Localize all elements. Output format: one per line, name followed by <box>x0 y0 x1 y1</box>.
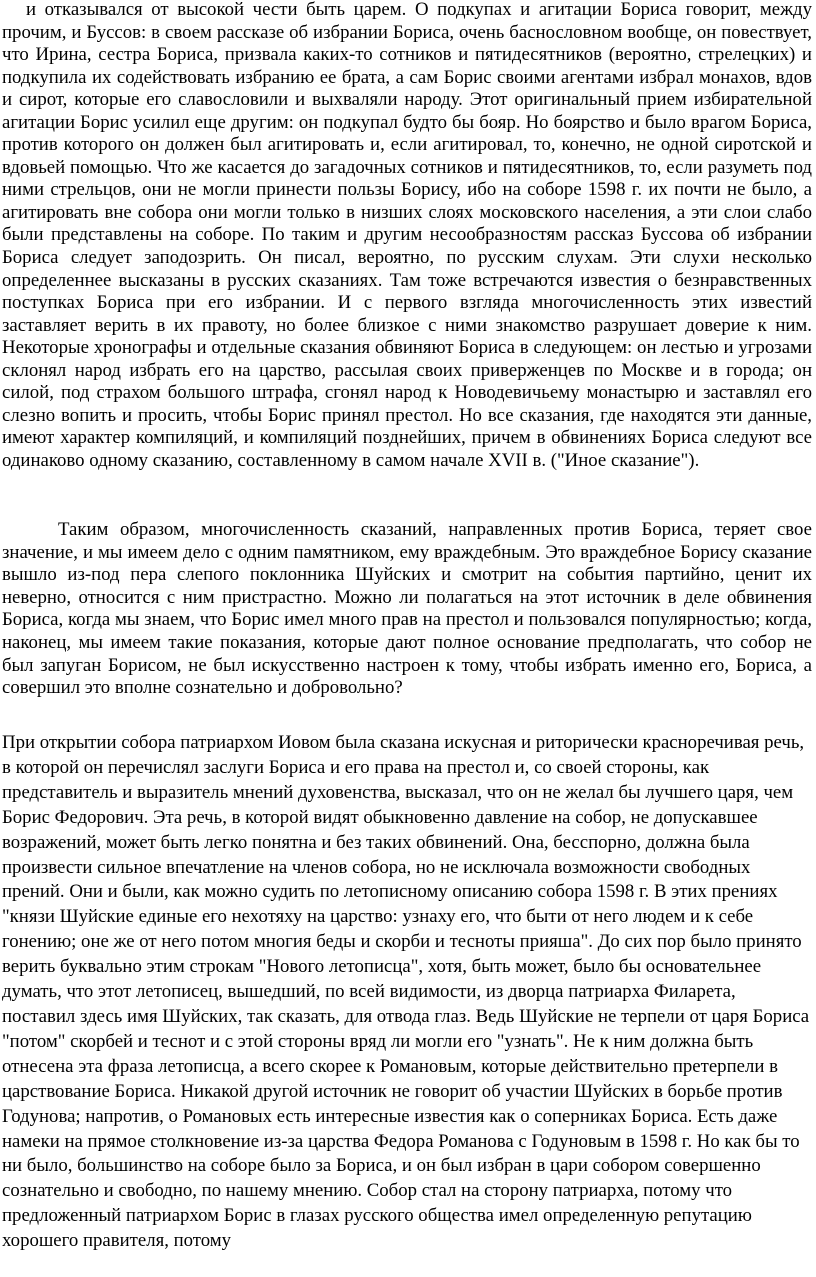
paragraph-2: Таким образом, многочисленность сказаний, направленных против Бориса, теряет свое значение, и мы имеем дело с одним памятником, ему враждебным. Это враждебное Борису сказание вышло из-под пера слепого поклонника Шуйских и смотрит на события партийно, ценит их неверно, относится с ним пристрастно. Можно ли полагаться на этот источник в деле обвинения Бориса, когда мы знаем, что Борис имел много прав на престол и пользовался популярностью; когда, наконец, мы имеем такие показания, которые дают полное основание предполагать, что собор не был запуган Борисом, не был искусственно настроен к тому, чтобы избрать именно его, Бориса, а совершил это вполне сознательно и добровольно? <box>2 519 812 699</box>
paragraph-3: При открытии собора патриархом Иовом была сказана искусная и риторически красноречивая речь, в которой он перечислял заслуги Бориса и его права на престол и, со своей стороны, как представитель и выразитель мнений духовенства, высказал, что он не желал бы лучшего царя, чем Борис Федорович. Эта речь, в которой видят обыкновенно давление на собор, не допускавшее возражений, может быть легко понятна и без таких обвинений. Она, бесспорно, должна была произвести сильное впечатление на членов собора, но не исключала возможности свободных прений. Они и были, как можно судить по летописному описанию собора 1598 г. В этих прениях "князи Шуйские единые его нехотяху на царство: узнаху его, что быти от него людем и к себе гонению; оне же от него потом многия беды и скорби и тесноты прияша". До сих пор было принято верить буквально этим строкам "Нового летописца", хотя, быть может, было бы основательнее думать, что этот летописец, вышедший, по всей видимости, из дворца патриарха Филарета, поставил здесь имя Шуйских, так сказать, для отвода глаз. Ведь Шуйские не терпели от царя Бориса "потом" скорбей и теснот и с этой стороны вряд ли могли его "узнать". Не к ним должна быть отнесена эта фраза летописца, а всего скорее к Романовым, которые действительно претерпели в царствование Бориса. Никакой другой источник не говорит об участии Шуйских в борьбе против Годунова; напротив, о Романовых есть интересные известия как о соперниках Бориса. Есть даже намеки на прямое столкновение из-за царства Федора Романова с Годуновым в 1598 г. Но как бы то ни было, большинство на соборе было за Бориса, и он был избран в цари собором совершенно сознательно и свободно, по нашему мнению. Собор стал на сторону патриарха, потому что предложенный патриархом Борис в глазах русского общества имел определенную репутацию хорошего правителя, потому <box>2 732 810 1252</box>
paragraph-1: и отказывался от высокой чести быть царем. О подкупах и агитации Бориса говорит, между прочим, и Буссов: в своем рассказе об избрании Бориса, очень баснословном вообще, он повествует, что Ирина, сестра Бориса, призвала каких-то сотников и пятидесятников (вероятно, стрелецких) и подкупила их содействовать избранию ее брата, а сам Борис своими агентами избрал монахов, вдов и сирот, которые его славословили и выхваляли народу. Этот оригинальный прием избирательной агитации Борис усилил еще другим: он подкупал будто бы бояр. Но боярство и было врагом Бориса, против которого он должен был агитировать и, если агитировал, то, конечно, не одной сиротской и вдовьей помощью. Что же касается до загадочных сотников и пятидесятников, то, если разуметь под ними стрельцов, они не могли принести пользы Борису, ибо на соборе 1598 г. их почти не было, а агитировать вне собора они могли только в низших слоях московского населения, а эти слои слабо были представлены на соборе. По таким и другим несообразностям рассказ Буссова об избрании Бориса следует заподозрить. Он писал, вероятно, по русским слухам. Эти слухи несколько определеннее высказаны в русских сказаниях. Там тоже встречаются известия о безнравственных поступках Бориса при его избрании. И с первого взгляда многочисленность этих известий заставляет верить в их правоту, но более близкое с ними знакомство разрушает доверие к ним. Некоторые хронографы и отдельные сказания обвиняют Бориса в следующем: он лестью и угрозами склонял народ избрать его на царство, рассылая своих приверженцев по Москве и в города; он силой, под страхом большого штрафа, сгонял народ к Новодевичьему монастырю и заставлял его слезно вопить и просить, чтобы Борис принял престол. Но все сказания, где находятся эти данные, имеют характер компиляций, и компиляций позднейших, причем в обвинениях Бориса следуют все одинаково одному сказанию, составленному в самом начале XVII в. ("Иное сказание"). <box>2 0 812 471</box>
